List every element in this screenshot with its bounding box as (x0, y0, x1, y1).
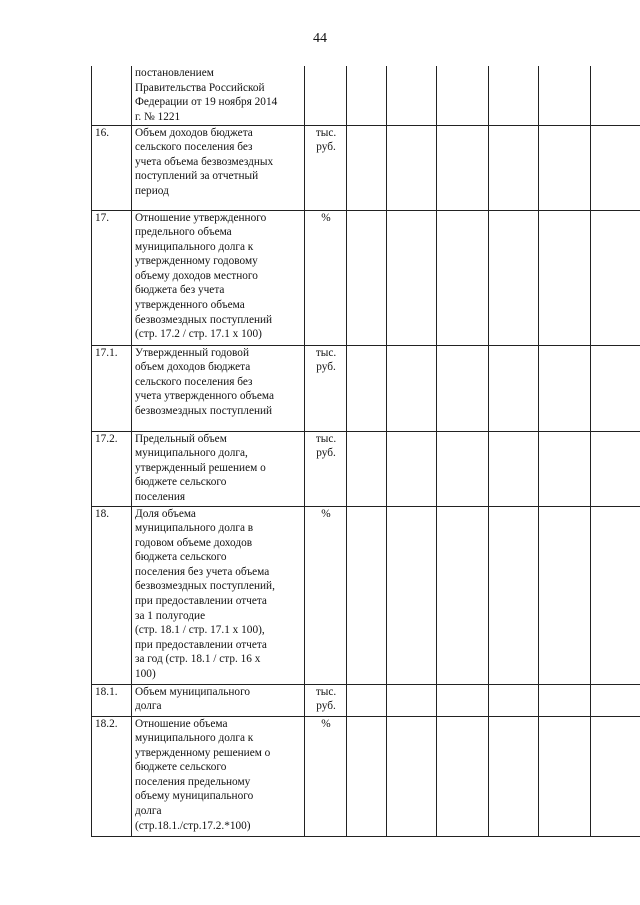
row-description: Объем муниципального долга (132, 684, 305, 716)
row-unit: % (305, 506, 347, 684)
value-cell (489, 345, 539, 431)
page-number: 44 (313, 31, 327, 46)
table-row (92, 431, 640, 506)
value-cell (539, 684, 591, 716)
row-number: 18.2. (92, 716, 132, 836)
value-cell (347, 506, 387, 684)
value-cell (437, 716, 489, 836)
row-unit: % (305, 716, 347, 836)
row-description: Утвержденный годовой объем доходов бюджета сельского поселения без учета утвержденного объема безвозмездных поступлений (132, 345, 305, 431)
value-cell (591, 431, 640, 506)
row-number: 16. (92, 125, 132, 210)
value-cell (539, 716, 591, 836)
value-cell (591, 66, 640, 125)
value-cell (437, 684, 489, 716)
value-cell (387, 431, 437, 506)
row-number: 18. (92, 506, 132, 684)
value-cell (347, 210, 387, 345)
value-cell (437, 66, 489, 125)
value-cell (539, 431, 591, 506)
value-cell (489, 431, 539, 506)
value-cell (387, 345, 437, 431)
value-cell (489, 716, 539, 836)
value-cell (387, 66, 437, 125)
row-number: 17. (92, 210, 132, 345)
value-cell (347, 66, 387, 125)
row-description: Отношение объема муниципального долга к утвержденному решением о бюджете сельского поселения предельному объему муниципального долга (стр.18.1./стр.17.2.*100) (132, 716, 305, 836)
row-description: Объем доходов бюджета сельского поселения без учета объема безвозмездных поступлений за отчетный период (132, 125, 305, 210)
value-cell (347, 345, 387, 431)
value-cell (489, 684, 539, 716)
value-cell (437, 506, 489, 684)
value-cell (591, 506, 640, 684)
row-number (92, 66, 132, 125)
row-description: Доля объема муниципального долга в годовом объеме доходов бюджета сельского поселения без учета объема безвозмездных поступлений, при предоставлении отчета за 1 полугодие (стр. 18.1 / стр. 17.1 х 100), при предоставлении отчета за год (стр. 18.1 / стр. 16 х 100) (132, 506, 305, 684)
value-cell (387, 125, 437, 210)
row-number: 17.1. (92, 345, 132, 431)
value-cell (489, 66, 539, 125)
table-row (92, 125, 640, 210)
table-row (92, 506, 640, 684)
value-cell (489, 125, 539, 210)
value-cell (539, 210, 591, 345)
value-cell (591, 716, 640, 836)
row-number: 17.2. (92, 431, 132, 506)
value-cell (347, 431, 387, 506)
row-unit: тыс. руб. (305, 684, 347, 716)
value-cell (539, 506, 591, 684)
value-cell (387, 684, 437, 716)
value-cell (347, 125, 387, 210)
row-unit (305, 66, 347, 125)
value-cell (437, 125, 489, 210)
value-cell (539, 125, 591, 210)
row-number: 18.1. (92, 684, 132, 716)
value-cell (539, 345, 591, 431)
value-cell (489, 210, 539, 345)
value-cell (347, 684, 387, 716)
row-unit: тыс. руб. (305, 345, 347, 431)
value-cell (591, 345, 640, 431)
table-row (92, 684, 640, 716)
row-unit: тыс. руб. (305, 431, 347, 506)
value-cell (437, 431, 489, 506)
value-cell (489, 506, 539, 684)
row-unit: тыс. руб. (305, 125, 347, 210)
row-description: постановлением Правительства Российской Федерации от 19 ноября 2014 г. № 1221 (132, 66, 305, 125)
row-description: Отношение утвержденного предельного объема муниципального долга к утвержденному годовому объему доходов местного бюджета без учета утвержденного объема безвозмездных поступлений (стр. 17.2 / стр. 17.1 х 100) (132, 210, 305, 345)
value-cell (539, 66, 591, 125)
value-cell (387, 210, 437, 345)
value-cell (387, 716, 437, 836)
value-cell (437, 345, 489, 431)
row-description: Предельный объем муниципального долга, утвержденный решением о бюджете сельского поселения (132, 431, 305, 506)
value-cell (591, 210, 640, 345)
value-cell (387, 506, 437, 684)
row-unit: % (305, 210, 347, 345)
value-cell (591, 125, 640, 210)
table-row (92, 345, 640, 431)
table-row (92, 716, 640, 836)
indicators-table (91, 66, 640, 837)
value-cell (347, 716, 387, 836)
value-cell (437, 210, 489, 345)
table-row (92, 210, 640, 345)
value-cell (591, 684, 640, 716)
table-row (92, 66, 640, 125)
